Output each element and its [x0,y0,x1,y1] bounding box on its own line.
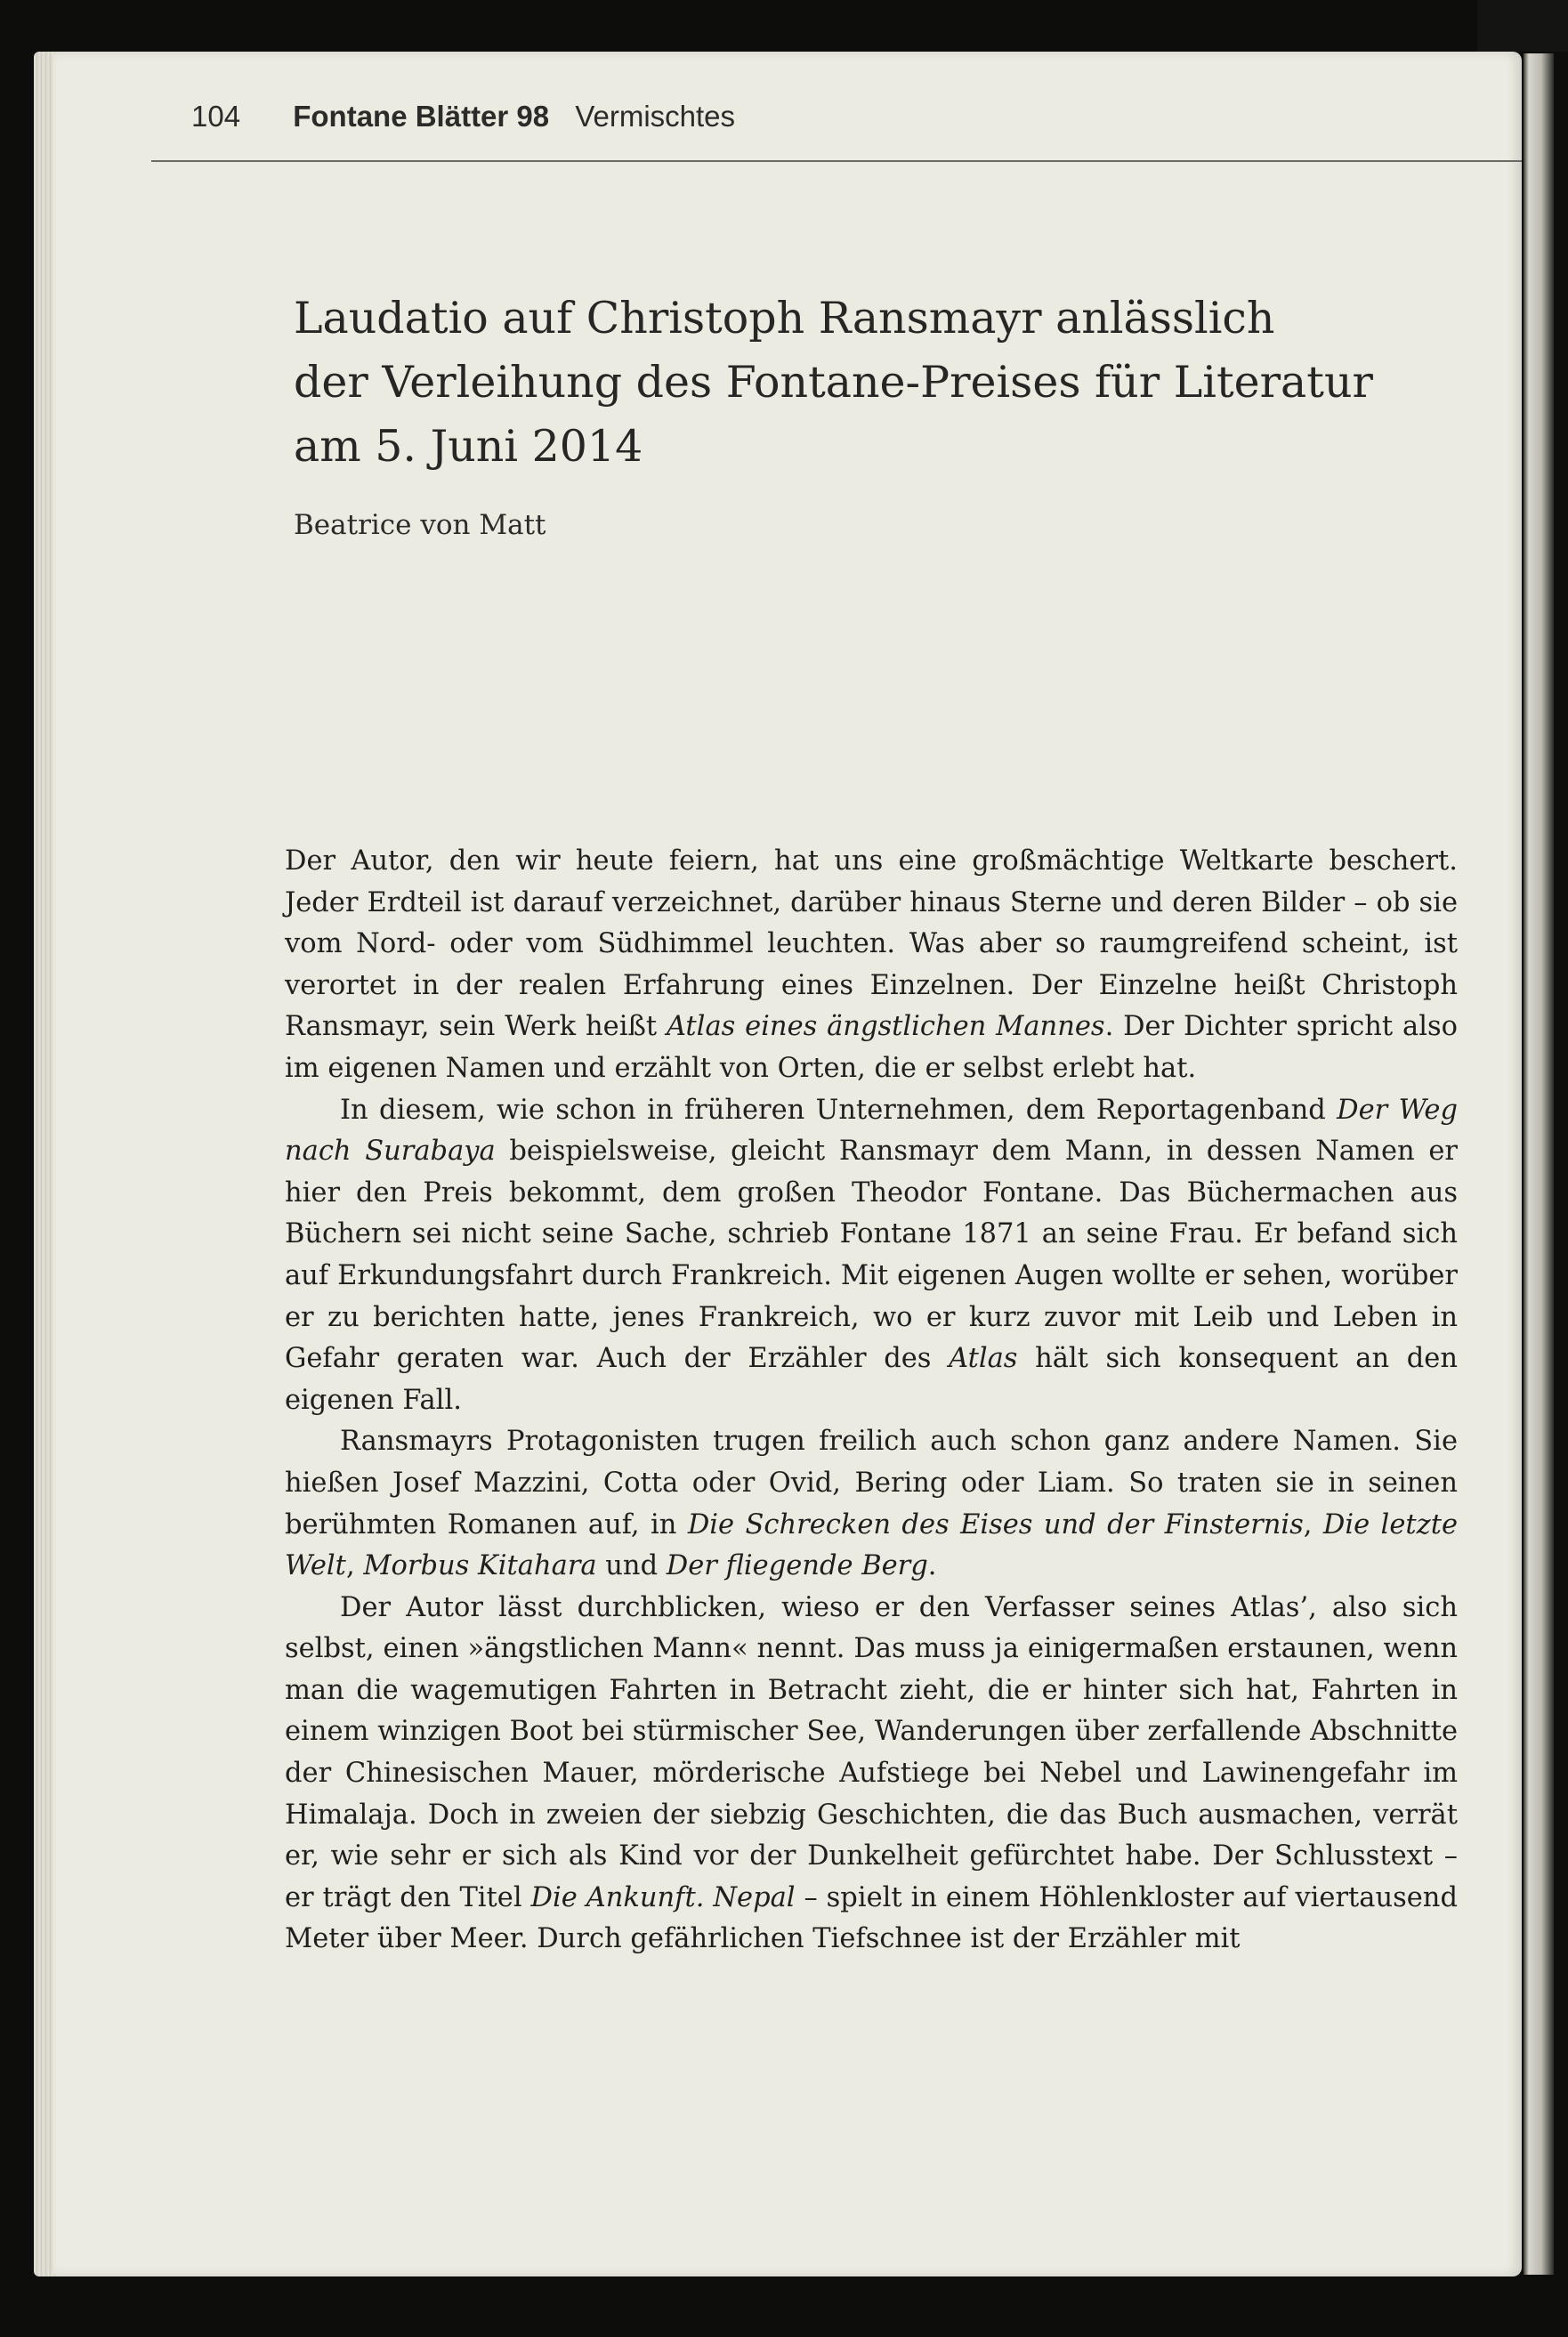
next-page-edge [1524,53,1554,2275]
italic-title: Der fliegende Berg [666,1550,928,1582]
article-title [294,287,1477,479]
italic-title: Morbus Kitahara [363,1550,597,1582]
text-run: Ransmayrs Protagonisten trugen freilich auch schon ganz andere Namen. Sie hießen Josef Mazzini, Cotta oder Ovid, Bering oder Liam. So traten sie in seinen berühmten Romanen auf, in [285,1426,1458,1540]
text-run: In diesem, wie schon in früheren Unternehmen, dem Reportagenband [340,1094,1338,1126]
title-line: Laudatio auf Christoph Ransmayr anlässlich [294,293,1275,344]
italic-title: Die letzte Welt [285,1508,1458,1582]
italic-title: Die Ankunft. Nepal [530,1881,796,1913]
header-rule [151,160,1522,162]
paragraph [285,1421,1458,1587]
paragraph [285,1090,1458,1422]
text-run: beispielsweise, gleicht Ransmayr dem Mann, in dessen Namen er hier den Preis bekommt, dem großen Theodor Fontane. Das Büchermachen aus Büchern sei nicht seine Sache, schrieb Fontane 1871 an seine Frau. Er befand sich auf Erkundungsfahrt durch Frankreich. Mit eigenen Augen wollte er sehen, worüber er zu berichten hatte, jenes Frankreich, wo er kurz zuvor mit Leib und Leben in Gefahr geraten war. Auch der Erzähler des [285,1136,1458,1375]
title-line: der Verleihung des Fontane-Preises für Literatur [294,357,1373,408]
paragraph [285,1588,1458,1961]
text-run: , [1303,1508,1323,1540]
text-run: . Der Dichter spricht also im eigenen Namen und erzählt von Orten, die er selbst erlebt hat. [285,1011,1458,1084]
italic-title: Atlas [949,1343,1018,1375]
text-run: – spielt in einem Höhlenkloster auf viertausend Meter über Meer. Durch gefährlichen Tiefschnee ist der Erzähler mit [285,1881,1458,1955]
page-number: 104 [191,100,241,133]
article-author: Beatrice von Matt [294,509,546,541]
text-run: Der Autor, den wir heute feiern, hat uns eine großmächtige Weltkarte beschert. Jeder Erdteil ist darauf verzeichnet, darüber hinaus Sterne und deren Bilder – ob sie vom Nord- oder vom Südhimmel leuchten. Was aber so raumgreifend scheint, ist verortet in der realen Erfahrung eines Einzelnen. Der Einzelne heißt Christoph Ransmayr, sein Werk heißt [285,845,1458,1043]
section-name: Vermischtes [575,100,736,133]
italic-title: Atlas eines ängstlichen Mannes [666,1011,1105,1043]
article-body [285,841,1458,1961]
journal-title: Fontane Blätter 98 [293,100,550,133]
text-run: Der Autor lässt durchblicken, wieso er den Verfasser seines Atlas’, also sich selbst, einen »ängstlichen Mann« nennt. Das muss ja einigermaßen erstaunen, wenn man die wagemutigen Fahrten in Betracht zieht, die er hinter sich hat, Fahrten in einem winzigen Boot bei stürmischer See, Wanderungen über zerfallende Abschnitte der Chinesischen Mauer, mörderische Aufstiege bei Nebel und Lawinengefahr im Himalaja. Doch in zweien der siebzig Geschichten, die das Buch ausmachen, verrät er, wie sehr er sich als Kind vor der Dunkelheit gefürchtet habe. Der Schlusstext – er trägt den Titel [285,1591,1458,1913]
italic-title: Der Weg nach Surabaya [285,1094,1459,1168]
text-run: , [345,1550,364,1582]
text-run: und [596,1550,667,1582]
title-line: am 5. Juni 2014 [294,421,643,472]
italic-title: Die Schrecken des Eises und der Finsternis [687,1508,1304,1540]
background-corner [1477,0,1568,52]
running-header [191,100,735,133]
text-run: hält sich konsequent an den eigenen Fall. [285,1343,1458,1416]
text-run: . [927,1550,937,1582]
paragraph [285,841,1458,1090]
